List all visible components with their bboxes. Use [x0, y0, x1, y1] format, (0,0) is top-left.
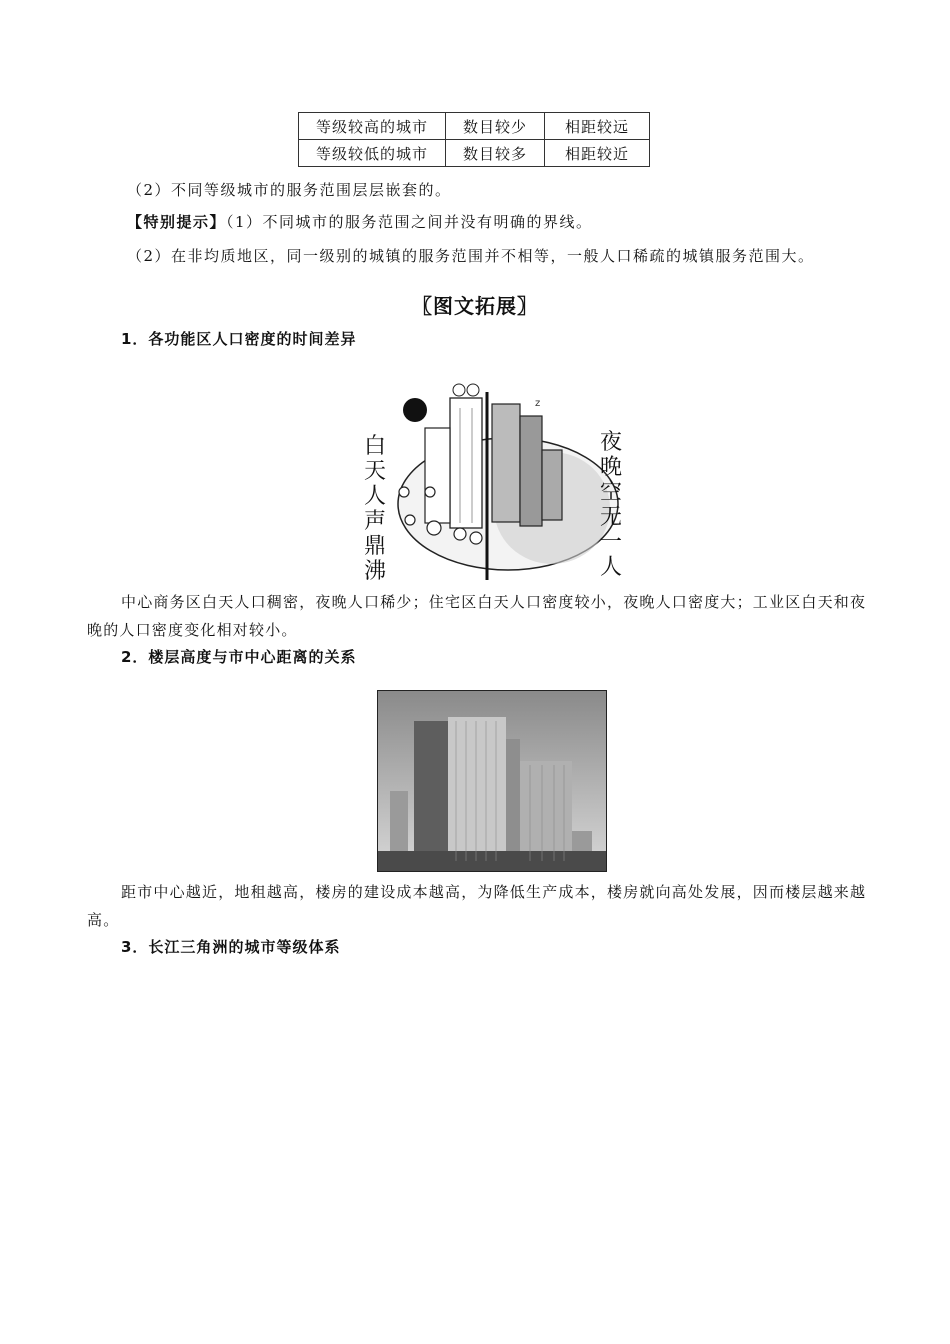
- tip-label: 【特别提示】: [127, 213, 227, 231]
- item-2-heading: 2．楼层高度与市中心距离的关系: [121, 648, 357, 666]
- buildings-photo: [377, 690, 607, 872]
- table-row: [299, 140, 650, 167]
- item-1-paragraph: 中心商务区白天人口稠密，夜晚人口稀少；住宅区白天人口密度较小，夜晚人口密度大；工业区白天和夜晚的人口密度变化相对较小。: [87, 593, 867, 639]
- table-row: [299, 113, 650, 140]
- day-night-illustration: [360, 368, 628, 584]
- nested-service-text: （2）不同等级城市的服务范围层层嵌套的。: [127, 181, 452, 199]
- item-3-heading: 3．长江三角洲的城市等级体系: [121, 938, 341, 956]
- table-cell: 相距较远: [545, 113, 650, 140]
- night-label: 夜晚空无一人: [599, 430, 622, 580]
- table-cell: 等级较低的城市: [299, 140, 446, 167]
- table-cell: 等级较高的城市: [299, 113, 446, 140]
- high-rise-image: [378, 691, 606, 871]
- item-1-heading: 1．各功能区人口密度的时间差异: [121, 330, 357, 348]
- table-cell: 数目较多: [446, 140, 545, 167]
- table-cell: 相距较近: [545, 140, 650, 167]
- day-label: 白天人声鼎沸: [363, 434, 386, 584]
- svg-text:z: z: [535, 398, 541, 409]
- tip-line-2: （2）在非均质地区，同一级别的城镇的服务范围并不相等，一般人口稀疏的城镇服务范围大。: [127, 247, 815, 265]
- tip-line-1: [127, 212, 593, 232]
- tip-text-1: （1）不同城市的服务范围之间并没有明确的界线。: [226, 213, 593, 231]
- city-cartoon-image: [360, 368, 628, 584]
- item-2-paragraph: 距市中心越近，地租越高，楼房的建设成本越高，为降低生产成本，楼房就向高处发展，因而楼层越来越高。: [87, 883, 867, 929]
- table-cell: 数目较少: [446, 113, 545, 140]
- section-title: 〖图文拓展〗: [412, 294, 538, 318]
- city-grade-table: [298, 112, 650, 167]
